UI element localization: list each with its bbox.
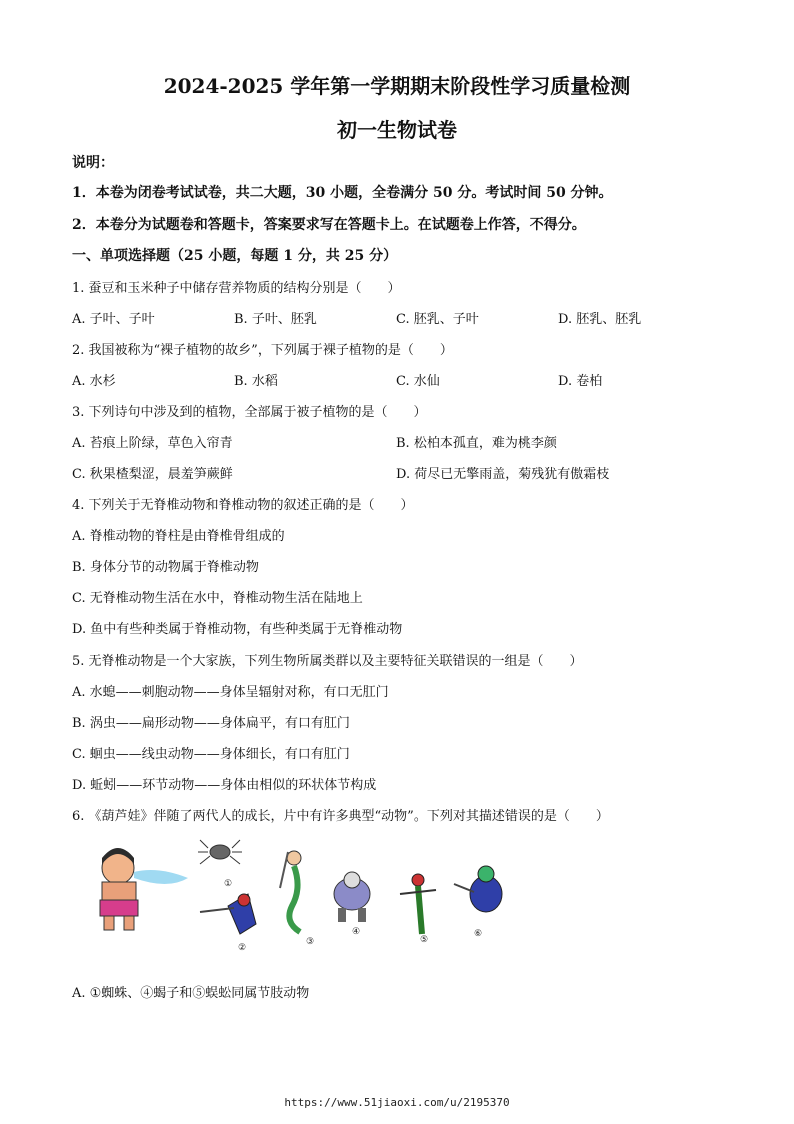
option: B. 身体分节的动物属于脊椎动物 — [72, 560, 259, 575]
option: B. 涡虫——扁形动物——身体扁平，有口有肛门 — [72, 716, 350, 731]
figure-label: ③ — [306, 937, 315, 947]
question-stem: 3. 下列诗句中涉及到的植物，全部属于被子植物的是（ ） — [72, 405, 427, 420]
note-item: 2．本卷分为试题卷和答题卡，答案要求写在答题卡上。在试题卷上作答，不得分。 — [72, 217, 586, 233]
option: A. 水杉 — [72, 374, 116, 389]
figure-label: ④ — [352, 927, 361, 937]
centipede-figure-drawing — [400, 874, 436, 934]
option: D. 胚乳、胚乳 — [558, 312, 642, 327]
exam-title: 2024-2025 学年第一学期期末阶段性学习质量检测 — [163, 74, 631, 98]
figure-label: ② — [238, 943, 247, 953]
option: C. 秋果楂梨涩，晨羞笋蕨鲜 — [72, 467, 233, 482]
footer-url: https://www.51jiaoxi.com/u/2195370 — [284, 1096, 510, 1109]
option: D. 荷尽已无擎雨盖，菊残犹有傲霜枝 — [396, 467, 610, 482]
option: B. 松柏本孤直，难为桃李颜 — [396, 436, 557, 451]
option: D. 蚯蚓——环节动物——身体由相似的环状体节构成 — [72, 778, 377, 793]
option: D. 鱼中有些种类属于脊椎动物，有些种类属于无脊椎动物 — [72, 622, 403, 637]
question-stem: 1. 蚕豆和玉米种子中储存营养物质的结构分别是（ ） — [72, 281, 401, 296]
figure-label: ⑤ — [420, 935, 429, 945]
spider-drawing — [198, 840, 242, 864]
question-stem: 6. 《葫芦娃》伴随了两代人的成长，片中有许多典型“动物”。下列对其描述错误的是（ ） — [72, 809, 609, 824]
option: C. 蛔虫——线虫动物——身体细长，有口有肛门 — [72, 747, 350, 762]
option: C. 胚乳、子叶 — [396, 312, 479, 327]
section-heading: 一、单项选择题（25 小题，每题 1 分，共 25 分） — [72, 248, 398, 264]
figure-label: ⑥ — [474, 929, 483, 939]
question-stem: 4. 下列关于无脊椎动物和脊椎动物的叙述正确的是（ ） — [72, 498, 414, 513]
option: B. 水稻 — [234, 374, 278, 389]
snake-figure-drawing — [280, 851, 301, 932]
note-item: 1．本卷为闭卷考试试卷，共二大题，30 小题，全卷满分 50 分。考试时间 50 分钟。 — [72, 185, 613, 201]
option: B. 子叶、胚乳 — [234, 312, 317, 327]
option: A. 水螅——刺胞动物——身体呈辐射对称，有口无肛门 — [72, 685, 389, 700]
option: A. ①蜘蛛、④蝎子和⑤蜈蚣同属节肢动物 — [72, 986, 310, 1001]
option: D. 卷柏 — [558, 374, 603, 389]
question-stem: 5. 无脊椎动物是一个大家族，下列生物所属类群以及主要特征关联错误的一组是（ ） — [72, 654, 583, 669]
exam-subtitle: 初一生物试卷 — [337, 118, 457, 142]
question-stem: 2. 我国被称为“裸子植物的故乡”，下列属于裸子植物的是（ ） — [72, 343, 453, 358]
option: A. 苔痕上阶绿，草色入帘青 — [72, 436, 233, 451]
notes-label: 说明： — [72, 155, 114, 171]
monster-figure-drawing — [334, 872, 370, 922]
option: A. 脊椎动物的脊柱是由脊椎骨组成的 — [72, 529, 285, 544]
option: C. 水仙 — [396, 374, 440, 389]
cartoon-figure — [88, 838, 518, 958]
bat-creature-drawing — [200, 894, 256, 934]
option: C. 无脊椎动物生活在水中，脊椎动物生活在陆地上 — [72, 591, 363, 606]
figure-label: ① — [224, 879, 233, 889]
frog-figure-drawing — [454, 866, 502, 912]
calabash-boy-drawing — [100, 848, 188, 930]
cartoon-illustration — [88, 838, 518, 958]
option: A. 子叶、子叶 — [72, 312, 155, 327]
